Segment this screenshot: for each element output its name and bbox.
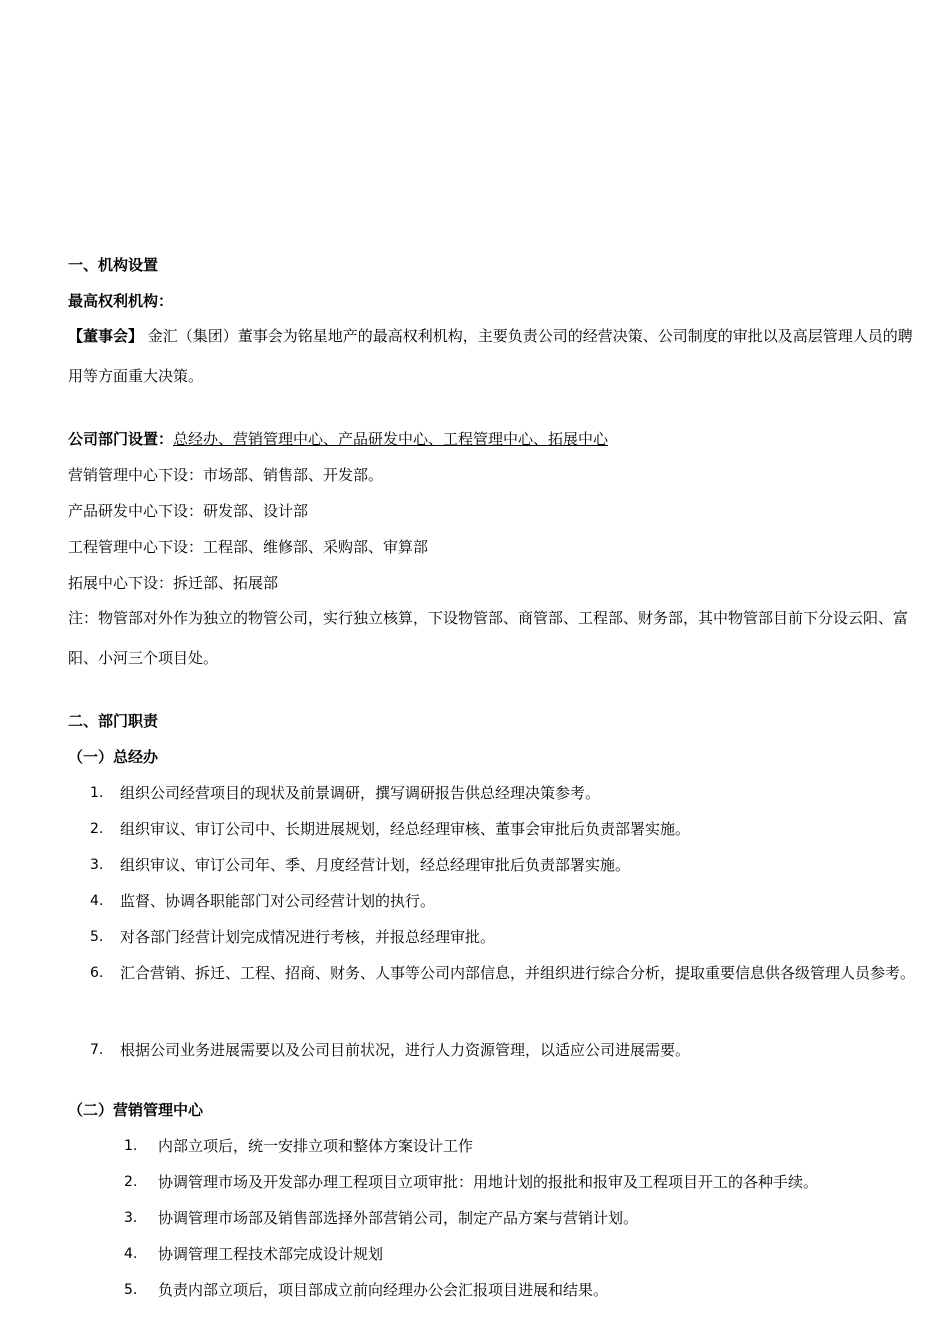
note-paragraph: 注：物管部对外作为独立的物管公司，实行独立核算，下设物管部、商管部、工程部、财务部，其中物管部目前下分设云阳、富阳、小河三个项目处。 [68,609,909,667]
list-item-number: 3. [124,1210,138,1226]
list-item-text: 协调管理市场及开发部办理工程项目立项审批：用地计划的报批和报审及工程项目开工的各种手续。 [158,1173,819,1191]
departments-list: 总经办、营销管理中心、产品研发中心、工程管理中心、拓展中心 [173,430,609,448]
list-item-number: 2. [90,821,104,837]
list-item-text: 对各部门经营计划完成情况进行考核，并报总经理审批。 [120,928,496,946]
list-item-text: 汇合营销、拆迁、工程、招商、财务、人事等公司内部信息，并组织进行综合分析，提取重要信息供各级管理人员参考。 [120,964,916,982]
sub-line-marketing: 营销管理中心下设：市场部、销售部、开发部。 [68,466,384,484]
board-tag: 【董事会】 [68,327,144,345]
list-item-text: 协调管理市场部及销售部选择外部营销公司，制定产品方案与营销计划。 [158,1209,639,1227]
list-item-number: 4. [90,893,104,909]
list-item-text: 组织审议、审订公司年、季、月度经营计划，经总经理审批后负责部署实施。 [120,856,631,874]
sub2-title: （二）营销管理中心 [68,1101,204,1119]
list-item-number: 4. [124,1246,138,1262]
list-item-text: 根据公司业务进展需要以及公司目前状况，进行人力资源管理，以适应公司进展需要。 [120,1041,691,1059]
list-item-number: 3. [90,857,104,873]
top-authority-label: 最高权利机构： [68,292,174,310]
list-item-text: 负责内部立项后，项目部成立前向经理办公会汇报项目进展和结果。 [158,1281,609,1299]
sub-line-product: 产品研发中心下设：研发部、设计部 [68,502,309,520]
list-item-number: 5. [124,1282,138,1298]
list-item-number: 1. [124,1138,138,1154]
list-item-text: 组织审议、审订公司中、长期进展规划，经总经理审核、董事会审批后负责部署实施。 [120,820,691,838]
board-paragraph [68,316,926,396]
departments-line [68,428,926,450]
board-text: 金汇（集团）董事会为铭星地产的最高权利机构，主要负责公司的经营决策、公司制度的审批以及高层管理人员的聘用等方面重大决策。 [68,327,913,385]
list-item-text: 内部立项后，统一安排立项和整体方案设计工作 [158,1137,474,1155]
list-item-number: 7. [90,1042,104,1058]
list-item-text: 组织公司经营项目的现状及前景调研，撰写调研报告供总经理决策参考。 [120,784,601,802]
list-item-number: 2. [124,1174,138,1190]
list-item-number: 5. [90,929,104,945]
list-item-text: 监督、协调各职能部门对公司经营计划的执行。 [120,892,436,910]
section1-heading: 一、机构设置 [68,256,159,274]
sub-line-expansion: 拓展中心下设：拆迁部、拓展部 [68,574,279,592]
list-item-number: 6. [90,965,104,981]
departments-label: 公司部门设置： [68,430,174,448]
section2-heading: 二、部门职责 [68,712,159,730]
list-item-number: 1. [90,785,104,801]
sub1-title: （一）总经办 [68,748,159,766]
sub-line-engineering: 工程管理中心下设：工程部、维修部、采购部、审算部 [68,538,429,556]
list-item-text: 协调管理工程技术部完成设计规划 [158,1245,384,1263]
